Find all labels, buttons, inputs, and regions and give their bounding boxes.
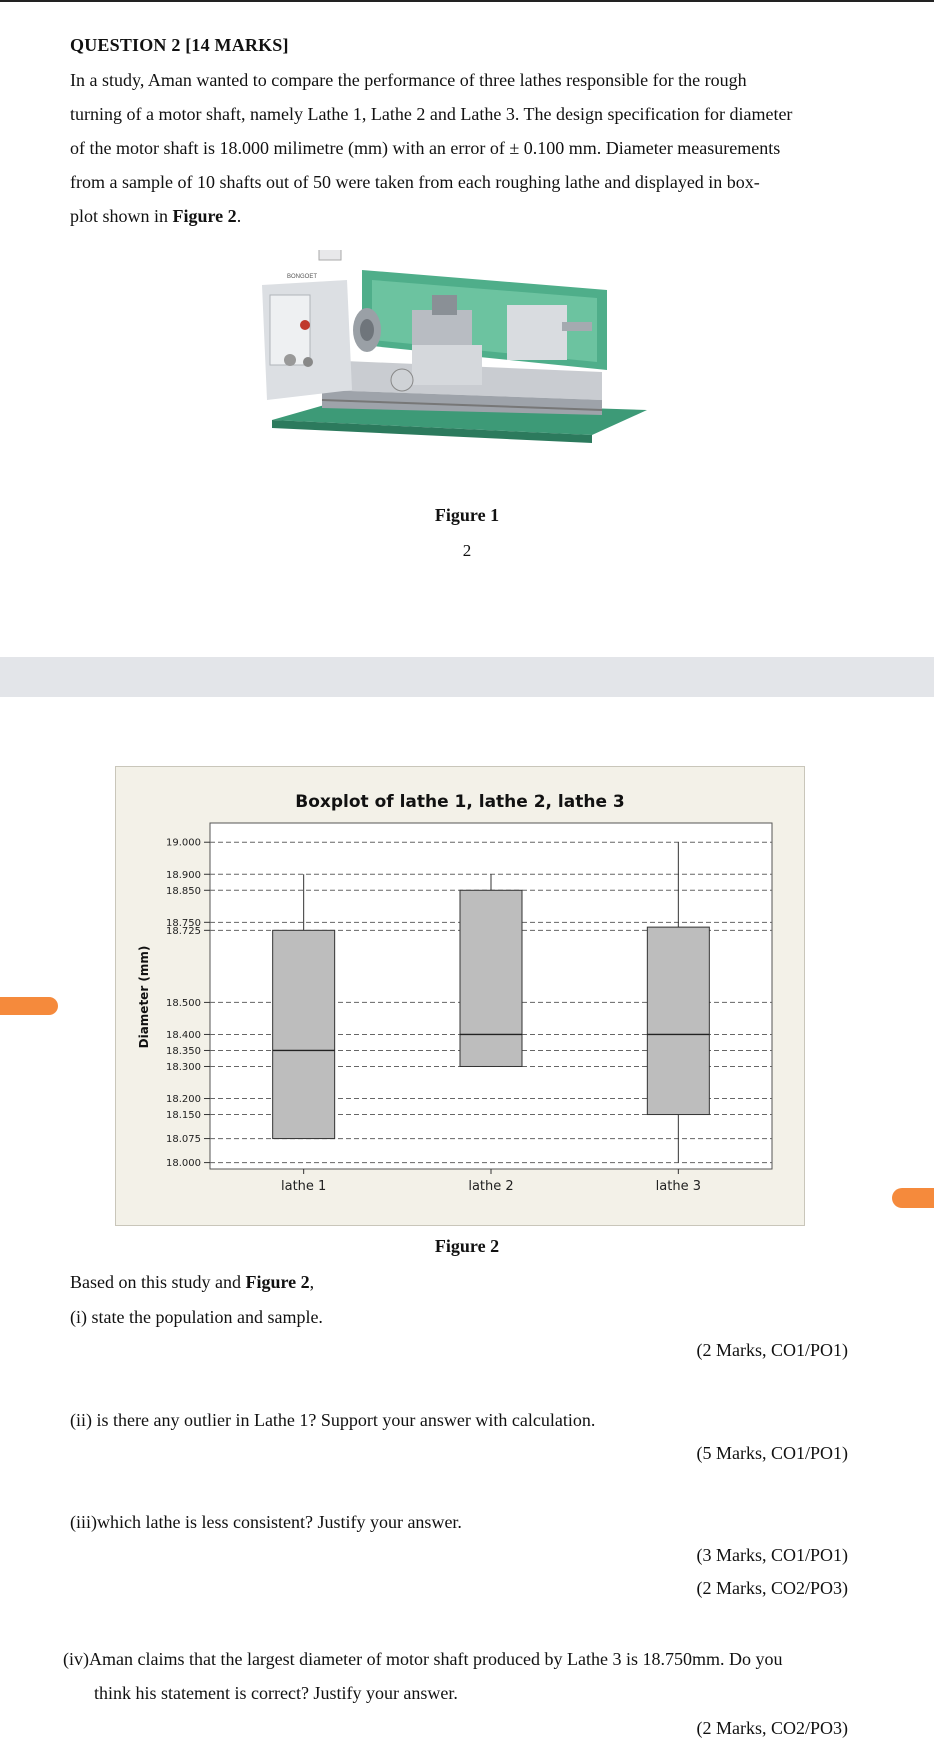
x-tick-label: lathe 1 — [281, 1179, 327, 1194]
y-tick-label: 18.850 — [166, 885, 201, 897]
intro-period: . — [236, 206, 242, 226]
intro-line-text: plot shown in — [70, 206, 173, 226]
figure-2-reference: Figure 2 — [172, 206, 237, 226]
part-ii-text: (ii) is there any outlier in Lathe 1? Support your answer with calculation. — [70, 1410, 596, 1430]
figure-1-caption: Figure 1 — [434, 505, 500, 525]
part-iii-marks-2: (2 Marks, CO2/PO3) — [696, 1578, 848, 1598]
lathe-control-box — [319, 250, 341, 260]
box-2 — [460, 890, 522, 1066]
part-i-marks: (2 Marks, CO1/PO1) — [696, 1340, 848, 1360]
y-tick-label: 18.750 — [166, 917, 201, 929]
y-tick-label: 18.300 — [166, 1061, 201, 1073]
lathe-tool-post — [432, 295, 457, 315]
lead-figure-ref: Figure 2 — [245, 1272, 310, 1292]
page-break-band — [0, 657, 934, 697]
lathe-tailstock-quill — [562, 322, 592, 331]
y-tick-label: 18.725 — [166, 925, 201, 937]
lead-comma: , — [309, 1272, 315, 1292]
lathe-knob — [303, 357, 313, 367]
x-tick-label: lathe 3 — [655, 1179, 701, 1194]
intro-line-last — [70, 199, 860, 233]
lathe-handwheel — [391, 369, 413, 391]
figure-2-caption: Figure 2 — [434, 1236, 500, 1256]
y-tick-label: 18.350 — [166, 1045, 201, 1057]
page-number: 2 — [462, 541, 472, 560]
question-heading: QUESTION 2 [14 MARKS] — [70, 35, 289, 55]
y-tick-layer — [166, 838, 210, 1169]
x-tick-label: lathe 2 — [468, 1179, 514, 1194]
box-1 — [273, 930, 335, 1138]
lead-text: Based on this study and — [70, 1272, 246, 1292]
part-iv-text-1: (iv)Aman claims that the largest diameter of motor shaft produced by Lathe 3 is 18.750mm. Do you — [63, 1649, 783, 1669]
lathe-knob — [284, 354, 296, 366]
lathe-tailstock — [507, 305, 567, 360]
y-tick-label: 19.000 — [166, 837, 201, 849]
part-iii-text: (iii)which lathe is less consistent? Justify your answer. — [70, 1512, 462, 1532]
lathe-apron — [412, 345, 482, 385]
question-intro — [70, 63, 860, 233]
lathe-brand: BONGOET — [287, 274, 318, 280]
lathe-chuck-center — [360, 319, 374, 341]
lathe-photo — [262, 250, 657, 480]
parts-lead — [70, 1270, 314, 1294]
chart-title: Boxplot of lathe 1, lathe 2, lathe 3 — [295, 792, 625, 812]
y-tick-label: 18.400 — [166, 1029, 201, 1041]
top-rule — [0, 0, 934, 2]
y-tick-label: 18.000 — [166, 1158, 201, 1170]
intro-line: turning of a motor shaft, namely Lathe 1, Lathe 2 and Lathe 3. The design specification for diameter — [70, 104, 793, 124]
part-iii-marks-1: (3 Marks, CO1/PO1) — [696, 1545, 848, 1565]
boxplot-chart — [115, 766, 805, 1226]
highlight-mark-right — [892, 1188, 934, 1208]
y-tick-label: 18.500 — [166, 997, 201, 1009]
intro-line: from a sample of 10 shafts out of 50 were taken from each roughing lathe and displayed in box- — [70, 172, 760, 192]
part-iv-marks: (2 Marks, CO2/PO3) — [696, 1718, 848, 1738]
y-tick-label: 18.900 — [166, 869, 201, 881]
y-tick-label: 18.075 — [166, 1134, 201, 1146]
y-tick-label: 18.150 — [166, 1110, 201, 1122]
intro-line: In a study, Aman wanted to compare the performance of three lathes responsible for the rough — [70, 70, 747, 90]
highlight-mark-left — [0, 997, 58, 1015]
boxplot-svg — [116, 767, 804, 1225]
part-i-text: (i) state the population and sample. — [70, 1307, 323, 1327]
part-ii-marks: (5 Marks, CO1/PO1) — [696, 1443, 848, 1463]
y-tick-label: 18.200 — [166, 1094, 201, 1106]
y-axis-label: Diameter (mm) — [137, 945, 151, 1049]
part-iv-text-2: think his statement is correct? Justify your answer. — [94, 1683, 458, 1703]
x-tick-layer — [281, 1169, 701, 1194]
intro-line: of the motor shaft is 18.000 milimetre (mm) with an error of ± 0.100 mm. Diameter measurements — [70, 138, 781, 158]
lathe-stop-button — [300, 320, 310, 330]
box-3 — [647, 927, 709, 1114]
